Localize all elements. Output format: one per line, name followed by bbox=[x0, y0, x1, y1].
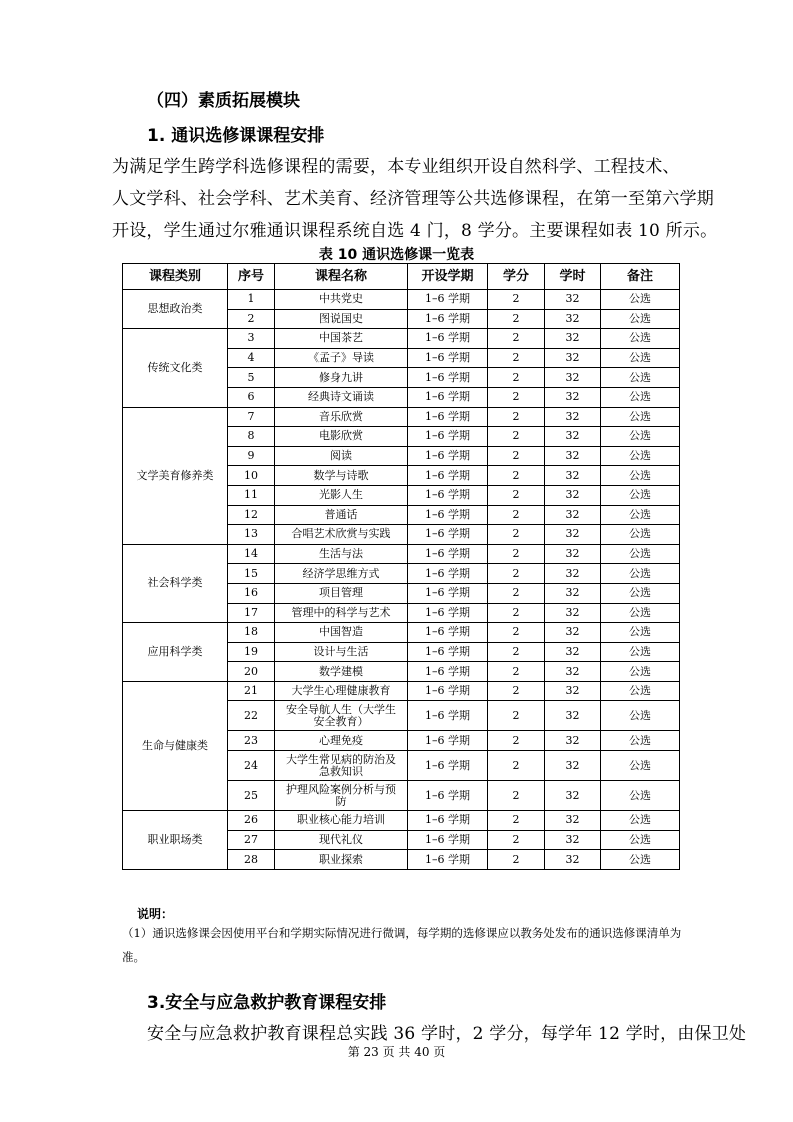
course-name-cell: 《孟子》导读 bbox=[275, 348, 408, 368]
number-cell: 16 bbox=[228, 583, 275, 603]
term-cell: 1–6 学期 bbox=[408, 505, 488, 525]
hours-cell: 32 bbox=[545, 603, 601, 623]
remark-cell: 公选 bbox=[601, 701, 680, 731]
number-cell: 4 bbox=[228, 348, 275, 368]
category-cell: 应用科学类 bbox=[123, 623, 228, 682]
remark-cell: 公选 bbox=[601, 329, 680, 349]
table-row bbox=[123, 290, 680, 310]
term-cell: 1–6 学期 bbox=[408, 309, 488, 329]
section-heading: （四）素质拓展模块 bbox=[147, 91, 300, 111]
credit-cell: 2 bbox=[488, 681, 545, 701]
hours-cell: 32 bbox=[545, 583, 601, 603]
credit-cell: 2 bbox=[488, 525, 545, 545]
remark-cell: 公选 bbox=[601, 751, 680, 781]
notes-text: （1）通识选修课会因使用平台和学期实际情况进行微调，每学期的选修课应以教务处发布的通识选修课清单为准。 bbox=[122, 926, 682, 964]
table-row bbox=[123, 544, 680, 564]
course-name-cell: 职业核心能力培训 bbox=[275, 811, 408, 831]
course-name-cell: 职业探索 bbox=[275, 850, 408, 870]
term-cell: 1–6 学期 bbox=[408, 348, 488, 368]
remark-cell: 公选 bbox=[601, 505, 680, 525]
term-cell: 1–6 学期 bbox=[408, 368, 488, 388]
hours-cell: 32 bbox=[545, 701, 601, 731]
table-body bbox=[123, 290, 680, 870]
course-name-cell: 中国茶艺 bbox=[275, 329, 408, 349]
header-term: 开设学期 bbox=[408, 264, 488, 290]
credit-cell: 2 bbox=[488, 427, 545, 447]
term-cell: 1–6 学期 bbox=[408, 751, 488, 781]
hours-cell: 32 bbox=[545, 485, 601, 505]
term-cell: 1–6 学期 bbox=[408, 544, 488, 564]
remark-cell: 公选 bbox=[601, 368, 680, 388]
hours-cell: 32 bbox=[545, 505, 601, 525]
table-row bbox=[123, 811, 680, 831]
credit-cell: 2 bbox=[488, 811, 545, 831]
course-name-cell: 设计与生活 bbox=[275, 642, 408, 662]
remark-cell: 公选 bbox=[601, 564, 680, 584]
remark-cell: 公选 bbox=[601, 427, 680, 447]
credit-cell: 2 bbox=[488, 387, 545, 407]
course-name-cell: 图说国史 bbox=[275, 309, 408, 329]
number-cell: 3 bbox=[228, 329, 275, 349]
credit-cell: 2 bbox=[488, 642, 545, 662]
number-cell: 5 bbox=[228, 368, 275, 388]
term-cell: 1–6 学期 bbox=[408, 681, 488, 701]
number-cell: 25 bbox=[228, 781, 275, 811]
number-cell: 21 bbox=[228, 681, 275, 701]
term-cell: 1–6 学期 bbox=[408, 525, 488, 545]
remark-cell: 公选 bbox=[601, 603, 680, 623]
number-cell: 19 bbox=[228, 642, 275, 662]
header-hours: 学时 bbox=[545, 264, 601, 290]
credit-cell: 2 bbox=[488, 603, 545, 623]
hours-cell: 32 bbox=[545, 662, 601, 682]
course-name-cell: 数学建模 bbox=[275, 662, 408, 682]
credit-cell: 2 bbox=[488, 583, 545, 603]
hours-cell: 32 bbox=[545, 681, 601, 701]
hours-cell: 32 bbox=[545, 368, 601, 388]
credit-cell: 2 bbox=[488, 290, 545, 310]
credit-cell: 2 bbox=[488, 830, 545, 850]
course-name-cell: 管理中的科学与艺术 bbox=[275, 603, 408, 623]
term-cell: 1–6 学期 bbox=[408, 701, 488, 731]
hours-cell: 32 bbox=[545, 623, 601, 643]
number-cell: 24 bbox=[228, 751, 275, 781]
term-cell: 1–6 学期 bbox=[408, 830, 488, 850]
course-name-cell: 光影人生 bbox=[275, 485, 408, 505]
remark-cell: 公选 bbox=[601, 850, 680, 870]
intro-line-1: 为满足学生跨学科选修课程的需要，本专业组织开设自然科学、工程技术、 bbox=[112, 157, 680, 177]
hours-cell: 32 bbox=[545, 387, 601, 407]
term-cell: 1–6 学期 bbox=[408, 603, 488, 623]
remark-cell: 公选 bbox=[601, 642, 680, 662]
remark-cell: 公选 bbox=[601, 446, 680, 466]
remark-cell: 公选 bbox=[601, 731, 680, 751]
hours-cell: 32 bbox=[545, 407, 601, 427]
term-cell: 1–6 学期 bbox=[408, 781, 488, 811]
hours-cell: 32 bbox=[545, 329, 601, 349]
course-name-cell: 项目管理 bbox=[275, 583, 408, 603]
number-cell: 18 bbox=[228, 623, 275, 643]
course-name-cell: 修身九讲 bbox=[275, 368, 408, 388]
remark-cell: 公选 bbox=[601, 583, 680, 603]
hours-cell: 32 bbox=[545, 466, 601, 486]
remark-cell: 公选 bbox=[601, 309, 680, 329]
credit-cell: 2 bbox=[488, 781, 545, 811]
number-cell: 20 bbox=[228, 662, 275, 682]
credit-cell: 2 bbox=[488, 505, 545, 525]
number-cell: 17 bbox=[228, 603, 275, 623]
number-cell: 13 bbox=[228, 525, 275, 545]
course-name-cell: 数学与诗歌 bbox=[275, 466, 408, 486]
credit-cell: 2 bbox=[488, 544, 545, 564]
course-name-cell: 安全导航人生（大学生安全教育） bbox=[275, 701, 408, 731]
elective-course-table bbox=[122, 263, 680, 870]
hours-cell: 32 bbox=[545, 850, 601, 870]
term-cell: 1–6 学期 bbox=[408, 850, 488, 870]
number-cell: 10 bbox=[228, 466, 275, 486]
hours-cell: 32 bbox=[545, 544, 601, 564]
table-header-row bbox=[123, 264, 680, 290]
category-cell: 传统文化类 bbox=[123, 329, 228, 407]
remark-cell: 公选 bbox=[601, 387, 680, 407]
credit-cell: 2 bbox=[488, 485, 545, 505]
credit-cell: 2 bbox=[488, 751, 545, 781]
remark-cell: 公选 bbox=[601, 623, 680, 643]
term-cell: 1–6 学期 bbox=[408, 583, 488, 603]
course-name-cell: 合唱艺术欣赏与实践 bbox=[275, 525, 408, 545]
term-cell: 1–6 学期 bbox=[408, 290, 488, 310]
hours-cell: 32 bbox=[545, 781, 601, 811]
term-cell: 1–6 学期 bbox=[408, 329, 488, 349]
remark-cell: 公选 bbox=[601, 290, 680, 310]
credit-cell: 2 bbox=[488, 564, 545, 584]
hours-cell: 32 bbox=[545, 564, 601, 584]
hours-cell: 32 bbox=[545, 830, 601, 850]
hours-cell: 32 bbox=[545, 811, 601, 831]
term-cell: 1–6 学期 bbox=[408, 466, 488, 486]
header-remark: 备注 bbox=[601, 264, 680, 290]
remark-cell: 公选 bbox=[601, 662, 680, 682]
number-cell: 28 bbox=[228, 850, 275, 870]
category-cell: 生命与健康类 bbox=[123, 681, 228, 810]
number-cell: 6 bbox=[228, 387, 275, 407]
credit-cell: 2 bbox=[488, 701, 545, 731]
intro-line-2: 人文学科、社会学科、艺术美育、经济管理等公共选修课程，在第一至第六学期 bbox=[112, 189, 714, 209]
remark-cell: 公选 bbox=[601, 830, 680, 850]
term-cell: 1–6 学期 bbox=[408, 485, 488, 505]
course-name-cell: 经典诗文诵读 bbox=[275, 387, 408, 407]
number-cell: 14 bbox=[228, 544, 275, 564]
course-name-cell: 阅读 bbox=[275, 446, 408, 466]
hours-cell: 32 bbox=[545, 642, 601, 662]
term-cell: 1–6 学期 bbox=[408, 446, 488, 466]
number-cell: 23 bbox=[228, 731, 275, 751]
number-cell: 9 bbox=[228, 446, 275, 466]
credit-cell: 2 bbox=[488, 329, 545, 349]
course-name-cell: 中国智造 bbox=[275, 623, 408, 643]
remark-cell: 公选 bbox=[601, 681, 680, 701]
course-name-cell: 大学生心理健康教育 bbox=[275, 681, 408, 701]
number-cell: 22 bbox=[228, 701, 275, 731]
term-cell: 1–6 学期 bbox=[408, 623, 488, 643]
number-cell: 7 bbox=[228, 407, 275, 427]
number-cell: 11 bbox=[228, 485, 275, 505]
number-cell: 26 bbox=[228, 811, 275, 831]
course-name-cell: 大学生常见病的防治及急救知识 bbox=[275, 751, 408, 781]
hours-cell: 32 bbox=[545, 427, 601, 447]
credit-cell: 2 bbox=[488, 348, 545, 368]
course-name-cell: 中共党史 bbox=[275, 290, 408, 310]
credit-cell: 2 bbox=[488, 368, 545, 388]
category-cell: 思想政治类 bbox=[123, 290, 228, 329]
term-cell: 1–6 学期 bbox=[408, 387, 488, 407]
course-name-cell: 普通话 bbox=[275, 505, 408, 525]
credit-cell: 2 bbox=[488, 623, 545, 643]
credit-cell: 2 bbox=[488, 309, 545, 329]
hours-cell: 32 bbox=[545, 309, 601, 329]
table-row bbox=[123, 681, 680, 701]
table-row bbox=[123, 623, 680, 643]
course-name-cell: 现代礼仪 bbox=[275, 830, 408, 850]
course-name-cell: 护理风险案例分析与预防 bbox=[275, 781, 408, 811]
header-course-name: 课程名称 bbox=[275, 264, 408, 290]
term-cell: 1–6 学期 bbox=[408, 407, 488, 427]
term-cell: 1–6 学期 bbox=[408, 564, 488, 584]
course-name-cell: 音乐欣赏 bbox=[275, 407, 408, 427]
hours-cell: 32 bbox=[545, 751, 601, 781]
credit-cell: 2 bbox=[488, 446, 545, 466]
credit-cell: 2 bbox=[488, 466, 545, 486]
category-cell: 职业职场类 bbox=[123, 811, 228, 870]
table-caption: 表 10 通识选修课一览表 bbox=[318, 247, 475, 263]
credit-cell: 2 bbox=[488, 731, 545, 751]
number-cell: 1 bbox=[228, 290, 275, 310]
remark-cell: 公选 bbox=[601, 466, 680, 486]
credit-cell: 2 bbox=[488, 662, 545, 682]
header-number: 序号 bbox=[228, 264, 275, 290]
course-name-cell: 心理免疫 bbox=[275, 731, 408, 751]
hours-cell: 32 bbox=[545, 731, 601, 751]
remark-cell: 公选 bbox=[601, 525, 680, 545]
remark-cell: 公选 bbox=[601, 485, 680, 505]
remark-cell: 公选 bbox=[601, 407, 680, 427]
remark-cell: 公选 bbox=[601, 348, 680, 368]
number-cell: 2 bbox=[228, 309, 275, 329]
category-cell: 社会科学类 bbox=[123, 544, 228, 622]
term-cell: 1–6 学期 bbox=[408, 731, 488, 751]
number-cell: 27 bbox=[228, 830, 275, 850]
course-name-cell: 经济学思维方式 bbox=[275, 564, 408, 584]
remark-cell: 公选 bbox=[601, 781, 680, 811]
hours-cell: 32 bbox=[545, 348, 601, 368]
term-cell: 1–6 学期 bbox=[408, 662, 488, 682]
subheading-safety-courses: 3.安全与应急救护教育课程安排 bbox=[147, 993, 387, 1013]
term-cell: 1–6 学期 bbox=[408, 811, 488, 831]
closing-line: 安全与应急救护教育课程总实践 36 学时，2 学分，每学年 12 学时，由保卫处 bbox=[147, 1024, 747, 1044]
number-cell: 8 bbox=[228, 427, 275, 447]
remark-cell: 公选 bbox=[601, 544, 680, 564]
hours-cell: 32 bbox=[545, 290, 601, 310]
notes-title: 说明： bbox=[137, 907, 174, 921]
term-cell: 1–6 学期 bbox=[408, 642, 488, 662]
category-cell: 文学美育修养类 bbox=[123, 407, 228, 544]
credit-cell: 2 bbox=[488, 850, 545, 870]
table-row bbox=[123, 407, 680, 427]
table-row bbox=[123, 329, 680, 349]
page-footer: 第 23 页 共 40 页 bbox=[347, 1045, 446, 1059]
course-name-cell: 电影欣赏 bbox=[275, 427, 408, 447]
remark-cell: 公选 bbox=[601, 811, 680, 831]
term-cell: 1–6 学期 bbox=[408, 427, 488, 447]
number-cell: 12 bbox=[228, 505, 275, 525]
header-category: 课程类别 bbox=[123, 264, 228, 290]
course-name-cell: 生活与法 bbox=[275, 544, 408, 564]
number-cell: 15 bbox=[228, 564, 275, 584]
hours-cell: 32 bbox=[545, 525, 601, 545]
credit-cell: 2 bbox=[488, 407, 545, 427]
subheading-elective-courses: 1. 通识选修课课程安排 bbox=[147, 126, 325, 146]
header-credit: 学分 bbox=[488, 264, 545, 290]
intro-line-3: 开设，学生通过尔雅通识课程系统自选 4 门，8 学分。主要课程如表 10 所示。 bbox=[112, 221, 718, 241]
hours-cell: 32 bbox=[545, 446, 601, 466]
